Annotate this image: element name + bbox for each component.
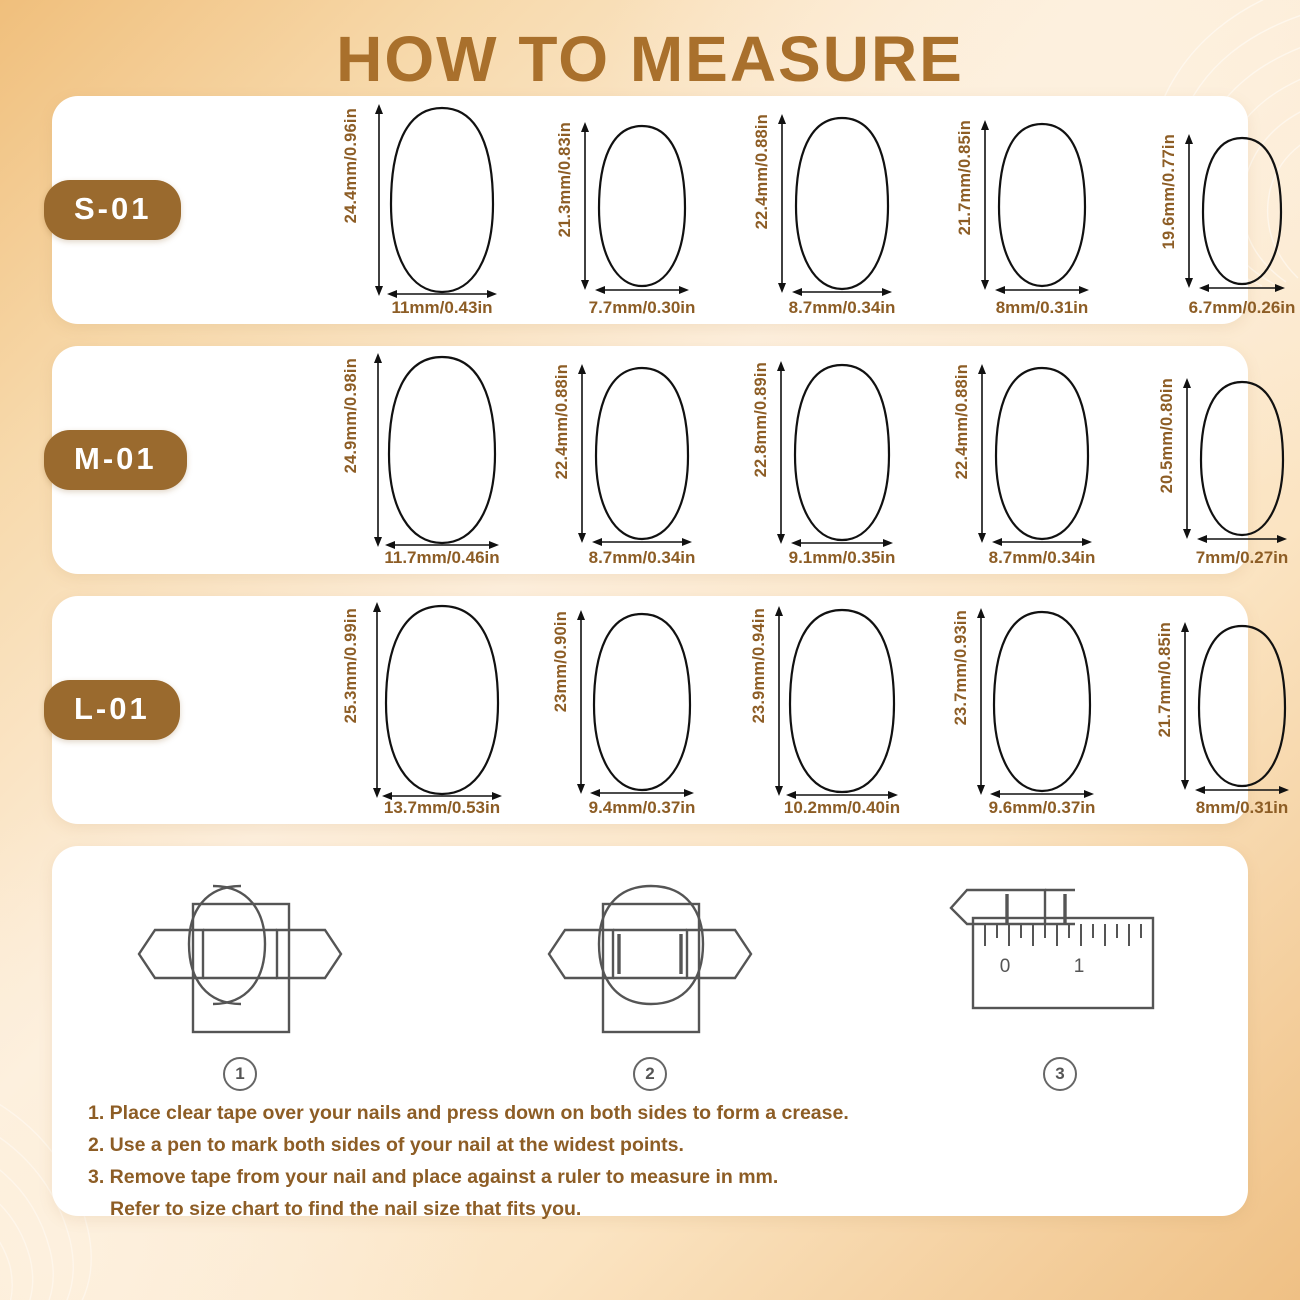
nail-width-label: 11mm/0.43in [391,298,493,317]
nail-shape-icon [567,100,717,300]
nail-item [1142,100,1300,320]
nail-group-l01 [342,600,1300,820]
instruction-1: 1. Place clear tape over your nails and press down on both sides to form a crease. [88,1102,849,1124]
nail-length-label: 24.9mm/0.98in [342,358,360,474]
nail-length-label: 21.7mm/0.85in [1156,622,1174,738]
instruction-2: 2. Use a pen to mark both sides of your nail at the widest points. [88,1133,684,1156]
nail-length-label: 22.4mm/0.88in [553,364,571,480]
step-number: 2 [633,1057,667,1091]
nail-item [1142,600,1300,820]
nail-group-m01 [342,350,1300,570]
instruction-3: 3. Remove tape from your nail and place against a ruler to measure in mm. [88,1165,779,1188]
nail-width-label: 10.2mm/0.40in [783,798,901,817]
nail-shape-icon [767,100,917,300]
instructions-list [52,1091,1248,1222]
tape-over-nail-icon [125,868,355,1048]
nail-width-label: 8mm/0.31in [995,298,1089,317]
nail-item [942,350,1142,570]
nail-length-label: 24.4mm/0.96in [342,108,360,224]
nail-shape-icon [967,100,1117,300]
size-row-l01 [52,596,1289,824]
nail-length-label: 21.3mm/0.83in [556,122,574,238]
nail-width-label: 9.4mm/0.37in [588,798,696,817]
nail-width-label: 13.7mm/0.53in [383,798,501,817]
nail-item [342,600,542,820]
nail-width-label: 9.1mm/0.35in [788,548,896,567]
nail-length-label: 19.6mm/0.77in [1160,134,1178,250]
nail-shape-icon [567,600,717,800]
nail-length-label: 23.7mm/0.93in [952,610,970,726]
step-number: 3 [1043,1057,1077,1091]
nail-shape-icon [767,350,917,550]
nail-width-label: 8.7mm/0.34in [988,548,1096,567]
nail-shape-icon [1167,100,1300,300]
nail-length-label: 22.8mm/0.89in [752,362,770,478]
nail-width-label: 8mm/0.31in [1195,798,1289,817]
nail-shape-icon [567,350,717,550]
step-1 [90,868,390,1091]
nail-item [342,350,542,570]
nail-shape-icon [767,600,917,800]
nail-shape-icon [367,600,517,800]
size-row-m01 [52,346,1289,574]
nail-length-label: 22.4mm/0.88in [753,114,771,230]
nail-item [542,350,742,570]
nail-width-label: 11.7mm/0.46in [384,548,500,567]
nail-item [742,100,942,320]
nail-length-label: 21.7mm/0.85in [956,120,974,236]
size-badge-l01: L-01 [44,680,180,740]
nail-length-label: 23.9mm/0.94in [750,608,768,724]
nail-length-label: 25.3mm/0.99in [342,608,360,724]
ruler-tick-1: 1 [1073,956,1085,977]
nail-width-label: 7mm/0.27in [1195,548,1289,567]
ruler-icon [945,868,1175,1048]
instruction-4: Refer to size chart to find the nail size that fits you. [110,1197,582,1220]
step-3 [910,868,1210,1091]
nail-group-s01 [342,100,1300,320]
page-title: HOW TO MEASURE [336,23,964,95]
nail-width-label: 9.6mm/0.37in [988,798,1096,817]
nail-shape-icon [1167,350,1300,550]
size-row-s01 [52,96,1296,324]
nail-item [542,100,742,320]
ruler-tick-0: 0 [999,956,1011,977]
nail-shape-icon [367,100,517,300]
size-badge-m01: M-01 [44,430,187,490]
instructions-card [52,846,1248,1220]
nail-length-label: 22.4mm/0.88in [953,364,971,480]
nail-shape-icon [1167,600,1300,800]
nail-item [542,600,742,820]
steps-row [52,846,1248,1091]
nail-length-label: 23mm/0.90in [552,611,570,713]
step-2 [500,868,800,1091]
step-number: 1 [223,1057,257,1091]
nail-item [942,600,1142,820]
nail-length-label: 20.5mm/0.80in [1158,378,1176,494]
nail-width-label: 7.7mm/0.30in [588,298,696,317]
nail-shape-icon [967,600,1117,800]
nail-item [742,350,942,570]
nail-item [942,100,1142,320]
nail-shape-icon [967,350,1117,550]
size-badge-s01: S-01 [44,180,181,240]
nail-item [742,600,942,820]
nail-item [1142,350,1300,570]
nail-item [342,100,542,320]
nail-width-label: 8.7mm/0.34in [788,298,896,317]
nail-width-label: 8.7mm/0.34in [588,548,696,567]
pen-marks-icon [535,868,765,1048]
nail-width-label: 6.7mm/0.26in [1188,298,1296,317]
nail-shape-icon [367,350,517,550]
